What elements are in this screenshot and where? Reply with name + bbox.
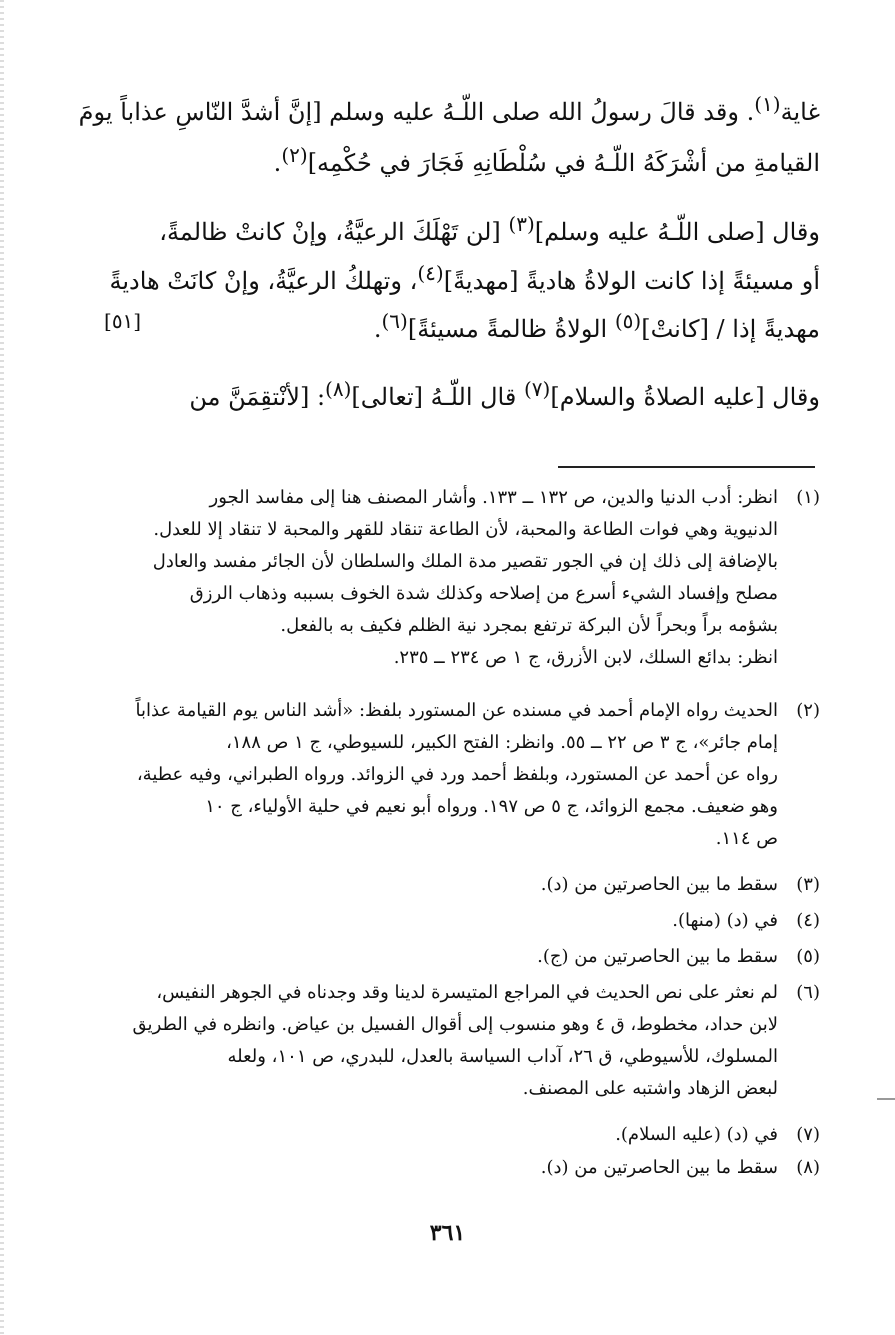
footnote-line: المسلوك، للأسيوطي، ق ٢٦، آداب السياسة بالعدل، للبدري، ص ١٠١، ولعله xyxy=(227,1046,778,1067)
main-line: أو مسيئةً إذا كانت الولاةُ هاديةً [مهديةً]$^{(٤)}$، وتهلكُ الرعيَّةُ، وإنْ كانَتْ هاديةً xyxy=(109,261,820,295)
footnote-number: (٨) xyxy=(796,1157,820,1178)
footnote-line: ص ١١٤. xyxy=(715,828,778,849)
scan-edge xyxy=(0,0,4,1335)
main-line: غاية$^{(١)}$. وقد قالَ رسولُ الله صلى اللّـهُ عليه وسلم [إنَّ أشدَّ النّاسِ عذاباً يومَ xyxy=(78,92,820,126)
footnote-number: (٥) xyxy=(796,946,820,967)
footnote-line: لابن حداد، مخطوط، ق ٤ وهو منسوب إلى أقوال الفسيل بن عياض. وانظره في الطريق xyxy=(132,1014,778,1035)
footnote-line: لبعض الزهاد واشتبه على المصنف. xyxy=(522,1078,778,1099)
footnote-line: في (د) (عليه السلام). xyxy=(615,1124,778,1145)
footnote-line: بشؤمه براً وبحراً لأن البركة ترتفع بمجرد نية الظلم فكيف به بالفعل. xyxy=(280,615,778,636)
footnote-number: (٧) xyxy=(796,1124,820,1145)
footnote-line: سقط ما بين الحاصرتين من (ج). xyxy=(537,946,778,967)
footnote-line: الدنيوية وهي فوات الطاعة والمحبة، لأن الطاعة تنقاد للقهر والمحبة لا تنقاد إلا للعدل. xyxy=(153,519,778,540)
footnotes xyxy=(132,0,820,1190)
footnote-number: (٤) xyxy=(796,910,820,931)
footnote-line: مصلح وإفساد الشيء أسرع من إصلاحه وكذلك شدة الخوف بسببه وذهاب الرزق xyxy=(189,583,778,604)
main-line: وقال [صلى اللّـهُ عليه وسلم]$^{(٣)}$ [لن تَهْلَكَ الرعيَّةُ، وإنْ كانتْ ظالمةً، xyxy=(159,212,820,246)
footnote-line: وهو ضعيف. مجمع الزوائد، ج ٥ ص ١٩٧. ورواه أبو نعيم في حلية الأولياء، ج ١٠ xyxy=(205,796,778,817)
footnote-line: انظر: أدب الدنيا والدين، ص ١٣٢ ــ ١٣٣. وأشار المصنف هنا إلى مفاسد الجور xyxy=(209,487,778,508)
footnote-number: (٣) xyxy=(796,874,820,895)
footnote-line: الحديث رواه الإمام أحمد في مسنده عن المستورد بلفظ: «أشد الناس يوم القيامة عذاباً xyxy=(135,700,778,721)
main-line: القيامةِ من أشْرَكَهُ اللّـهُ في سُلْطَانِهِ فَجَارَ في حُكْمِه]$^{(٢)}$. xyxy=(273,143,820,177)
footnote-line: لم نعثر على نص الحديث في المراجع المتيسرة لدينا وقد وجدناه في الجوهر النفيس، xyxy=(156,982,778,1003)
page-marker: [٥١] xyxy=(104,309,142,333)
footnote-number: (١) xyxy=(796,487,820,508)
footnote-line: في (د) (منها). xyxy=(672,910,778,931)
main-line: وقال [عليه الصلاةُ والسلام]$^{(٧)}$ قال اللّـهُ [تعالى]$^{(٨)}$: [لأنْتقِمَنَّ من xyxy=(189,377,820,411)
footnote-line: رواه عن أحمد عن المستورد، وبلفظ أحمد ورد في الزوائد. ورواه الطبراني، وفيه عطية، xyxy=(136,764,778,785)
footnote-line: انظر: بدائع السلك، لابن الأزرق، ج ١ ص ٢٣٤ ــ ٢٣٥. xyxy=(393,647,778,668)
footnote-number: (٦) xyxy=(796,982,820,1003)
footnote-line: سقط ما بين الحاصرتين من (د). xyxy=(540,874,778,895)
main-line: مهديةً إذا / [كانتْ]$^{(٥)}$ الولاةُ ظالمةً مسيئةً]$^{(٦)}$. xyxy=(373,309,820,343)
footnote-line: إمام جائر»، ج ٣ ص ٢٢ ــ ٥٥. وانظر: الفتح الكبير، للسيوطي، ج ١ ص ١٨٨، xyxy=(226,732,778,753)
footnote-line: سقط ما بين الحاصرتين من (د). xyxy=(540,1157,778,1178)
footnote-number: (٢) xyxy=(796,700,820,721)
page-number: ٣٦١ xyxy=(429,1220,466,1246)
footnote-line: بالإضافة إلى ذلك إن في الجور تقصير مدة الملك والسلطان لأن الجائر مفسد والعادل xyxy=(152,551,778,572)
margin-mark xyxy=(877,1098,895,1100)
